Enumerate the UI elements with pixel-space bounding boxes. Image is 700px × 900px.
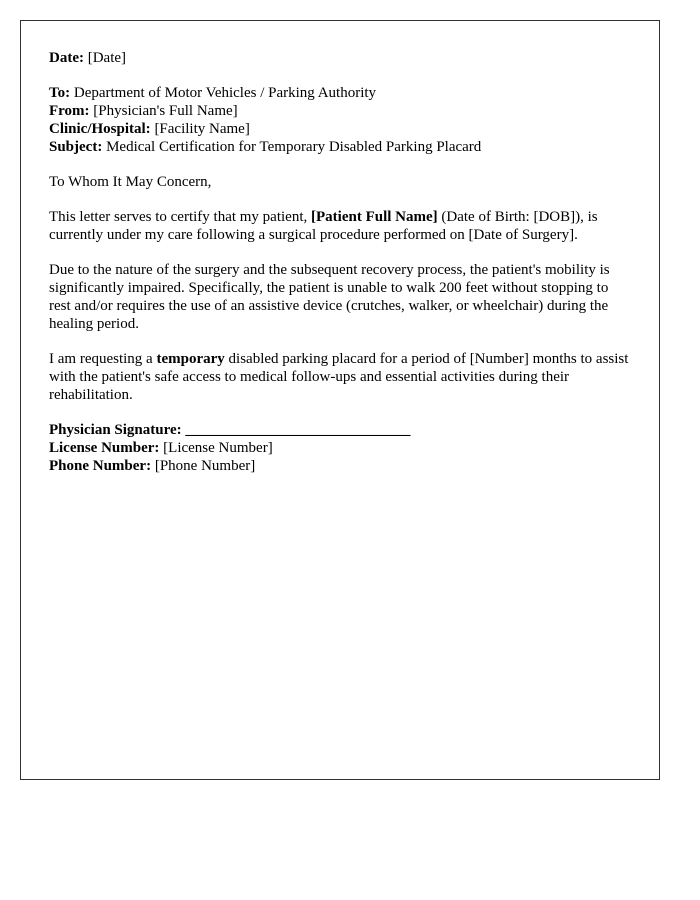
subject-line: [49, 138, 631, 156]
letter-document: [20, 20, 660, 780]
license-line: [49, 439, 631, 457]
paragraph-request: [49, 350, 631, 404]
to-label: To:: [49, 85, 71, 101]
paragraph-certification-before: This letter serves to certify that my patient,: [49, 209, 312, 225]
date-line: [49, 49, 631, 67]
date-label: Date:: [49, 50, 84, 66]
phone-line: [49, 457, 631, 475]
subject-label: Subject:: [49, 139, 103, 155]
letter-header: [49, 84, 631, 156]
salutation: To Whom It May Concern,: [49, 174, 212, 190]
paragraph-mobility: Due to the nature of the surgery and the subsequent recovery process, the patient's mobility is significantly impaired. Specifically, the patient is unable to walk 200 feet without stopping to rest and/or requires the use of an assistive device (crutches, walker, or wheelchair) during the healing period.: [49, 262, 610, 332]
temporary-emphasis: temporary: [156, 351, 225, 367]
paragraph-request-before: I am requesting a: [49, 351, 157, 367]
signature-block: [49, 421, 631, 475]
from-value: [Physician's Full Name]: [93, 103, 238, 119]
license-value: [License Number]: [163, 440, 273, 456]
signature-label: Physician Signature:: [49, 422, 182, 438]
to-line: [49, 84, 631, 102]
phone-value: [Phone Number]: [154, 458, 256, 474]
clinic-value: [Facility Name]: [154, 121, 250, 137]
clinic-line: [49, 120, 631, 138]
to-value: Department of Motor Vehicles / Parking Authority: [73, 85, 377, 101]
paragraph-certification: [49, 208, 631, 244]
from-label: From:: [49, 103, 90, 119]
subject-value: Medical Certification for Temporary Disabled Parking Placard: [106, 139, 482, 155]
signature-line: [49, 421, 631, 439]
license-label: License Number:: [49, 440, 160, 456]
date-value: [Date]: [87, 50, 127, 66]
signature-underline: ______________________________: [185, 422, 411, 438]
phone-label: Phone Number:: [49, 458, 152, 474]
paragraph-request-after: disabled parking placard for a period of [Number] months to assist with the patient's safe access to medical follow-ups and essential activities during their rehabilitation.: [49, 351, 629, 403]
patient-name: [Patient Full Name]: [311, 209, 438, 225]
paragraph-certification-after: (Date of Birth: [DOB]), is currently under my care following a surgical procedure performed on [Date of Surgery].: [49, 209, 598, 243]
from-line: [49, 102, 631, 120]
clinic-label: Clinic/Hospital:: [49, 121, 151, 137]
